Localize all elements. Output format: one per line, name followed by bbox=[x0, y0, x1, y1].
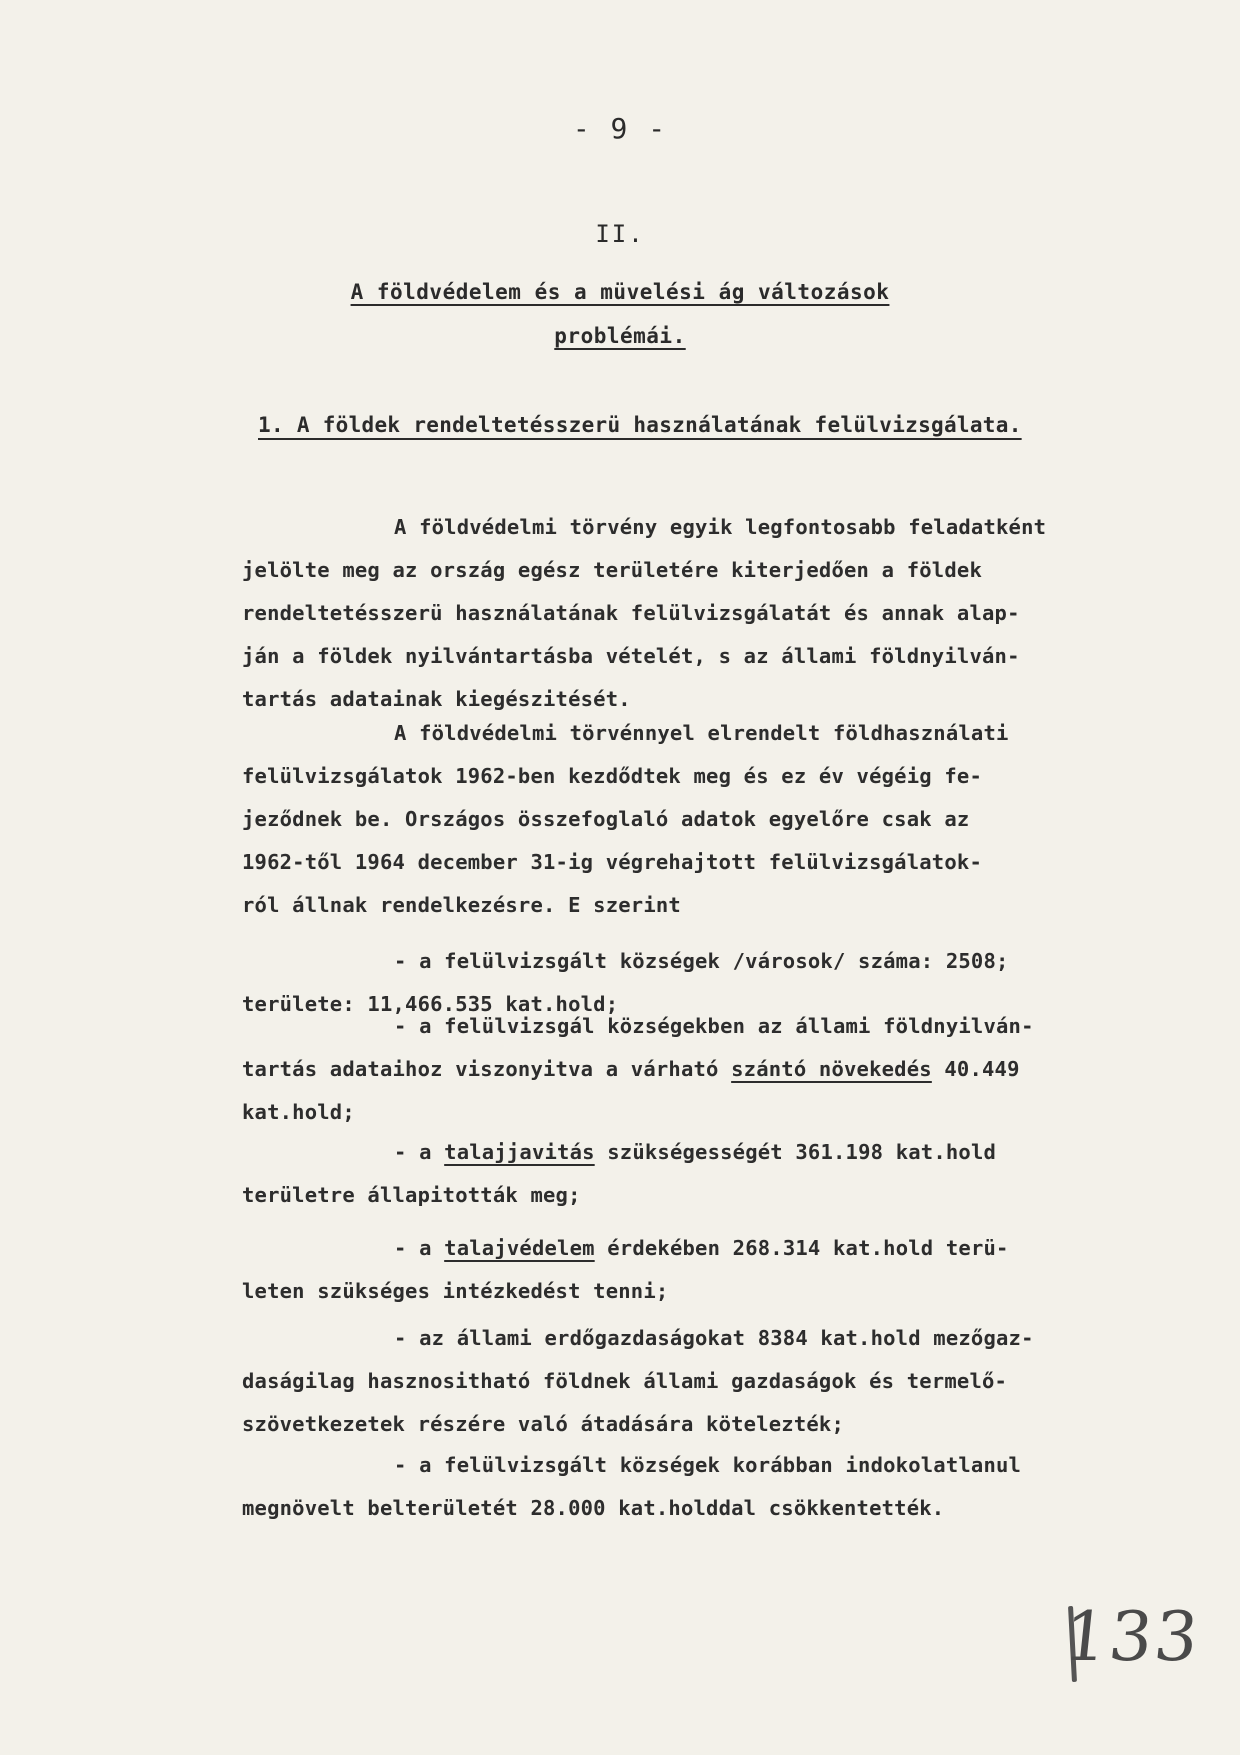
underlined-term: szántó növekedés bbox=[731, 1057, 932, 1081]
list-item-line: területe: 11,466.535 kat.hold; bbox=[242, 992, 619, 1016]
list-item-line: - az állami erdőgazdaságokat 8384 kat.hold mezőgaz- bbox=[394, 1326, 1034, 1350]
text-fragment: szükségességét 361.198 kat.hold bbox=[594, 1140, 997, 1164]
paragraph-2-line: 1962-től 1964 december 31-ig végrehajtott felülvizsgálatok- bbox=[242, 850, 982, 874]
paragraph-1-line: rendeltetésszerü használatának felülvizsgálatát és annak alap- bbox=[242, 601, 1020, 625]
underlined-term: talajjavitás bbox=[444, 1140, 595, 1164]
list-item-line: - a felülvizsgált községek korábban indokolatlanul bbox=[394, 1453, 1022, 1477]
underlined-term: talajvédelem bbox=[444, 1236, 595, 1260]
document-title bbox=[0, 270, 1240, 358]
list-item-inner-area-reduction bbox=[242, 1444, 1162, 1530]
list-item-line bbox=[242, 1048, 1162, 1091]
paragraph-2 bbox=[242, 712, 1162, 927]
list-item-forestry-transfer bbox=[242, 1317, 1162, 1446]
section-heading: 1. A földek rendeltetésszerü használatának felülvizsgálata. bbox=[258, 413, 1022, 437]
paragraph-1-line: ján a földek nyilvántartásba vételét, s az állami földnyilván- bbox=[242, 644, 1020, 668]
list-item-line: daságilag hasznositható földnek állami gazdaságok és termelő- bbox=[242, 1369, 1008, 1393]
list-item-line bbox=[242, 1131, 1162, 1174]
list-item-soil-improvement bbox=[242, 1131, 1162, 1217]
text-fragment: - a bbox=[394, 1140, 445, 1164]
chapter-number: II. bbox=[595, 220, 645, 248]
paragraph-1 bbox=[242, 506, 1162, 721]
handwritten-page-number: 133 bbox=[1059, 1598, 1204, 1677]
paragraph-2-line: ról állnak rendelkezésre. E szerint bbox=[242, 893, 681, 917]
list-item-soil-protection bbox=[242, 1227, 1162, 1313]
text-fragment: érdekében 268.314 kat.hold terü- bbox=[594, 1236, 1009, 1260]
list-item-arable-increase bbox=[242, 1005, 1162, 1134]
text-fragment: - a bbox=[394, 1236, 445, 1260]
paragraph-1-line: tartás adatainak kiegészitését. bbox=[242, 687, 631, 711]
text-fragment: tartás adataihoz viszonyitva a várható bbox=[242, 1057, 732, 1081]
list-item-line: szövetkezetek részére való átadására kötelezték; bbox=[242, 1412, 845, 1436]
paragraph-2-line: jeződnek be. Országos összefoglaló adatok egyelőre csak az bbox=[242, 807, 970, 831]
list-item-line bbox=[242, 1227, 1162, 1270]
paragraph-1-line: A földvédelmi törvény egyik legfontosabb feladatként bbox=[394, 515, 1047, 539]
page-number: - 9 - bbox=[572, 112, 668, 145]
list-item-line: leten szükséges intézkedést tenni; bbox=[242, 1279, 669, 1303]
list-item-line: kat.hold; bbox=[242, 1100, 355, 1124]
paragraph-1-line: jelölte meg az ország egész területére kiterjedően a földek bbox=[242, 558, 982, 582]
list-item-line: területre állapitották meg; bbox=[242, 1183, 581, 1207]
paragraph-2-line: A földvédelmi törvénnyel elrendelt földhasználati bbox=[394, 721, 1009, 745]
title-line-1: A földvédelem és a müvelési ág változások bbox=[350, 280, 890, 304]
title-line-2: problémái. bbox=[554, 324, 686, 348]
list-item-line: megnövelt belterületét 28.000 kat.holddal csökkentették. bbox=[242, 1496, 945, 1520]
paragraph-2-line: felülvizsgálatok 1962-ben kezdődtek meg és ez év végéig fe- bbox=[242, 764, 982, 788]
list-item-line: - a felülvizsgált községek /városok/ száma: 2508; bbox=[394, 949, 1009, 973]
list-item-line: - a felülvizsgál községekben az állami földnyilván- bbox=[394, 1014, 1034, 1038]
text-fragment: 40.449 bbox=[931, 1057, 1020, 1081]
